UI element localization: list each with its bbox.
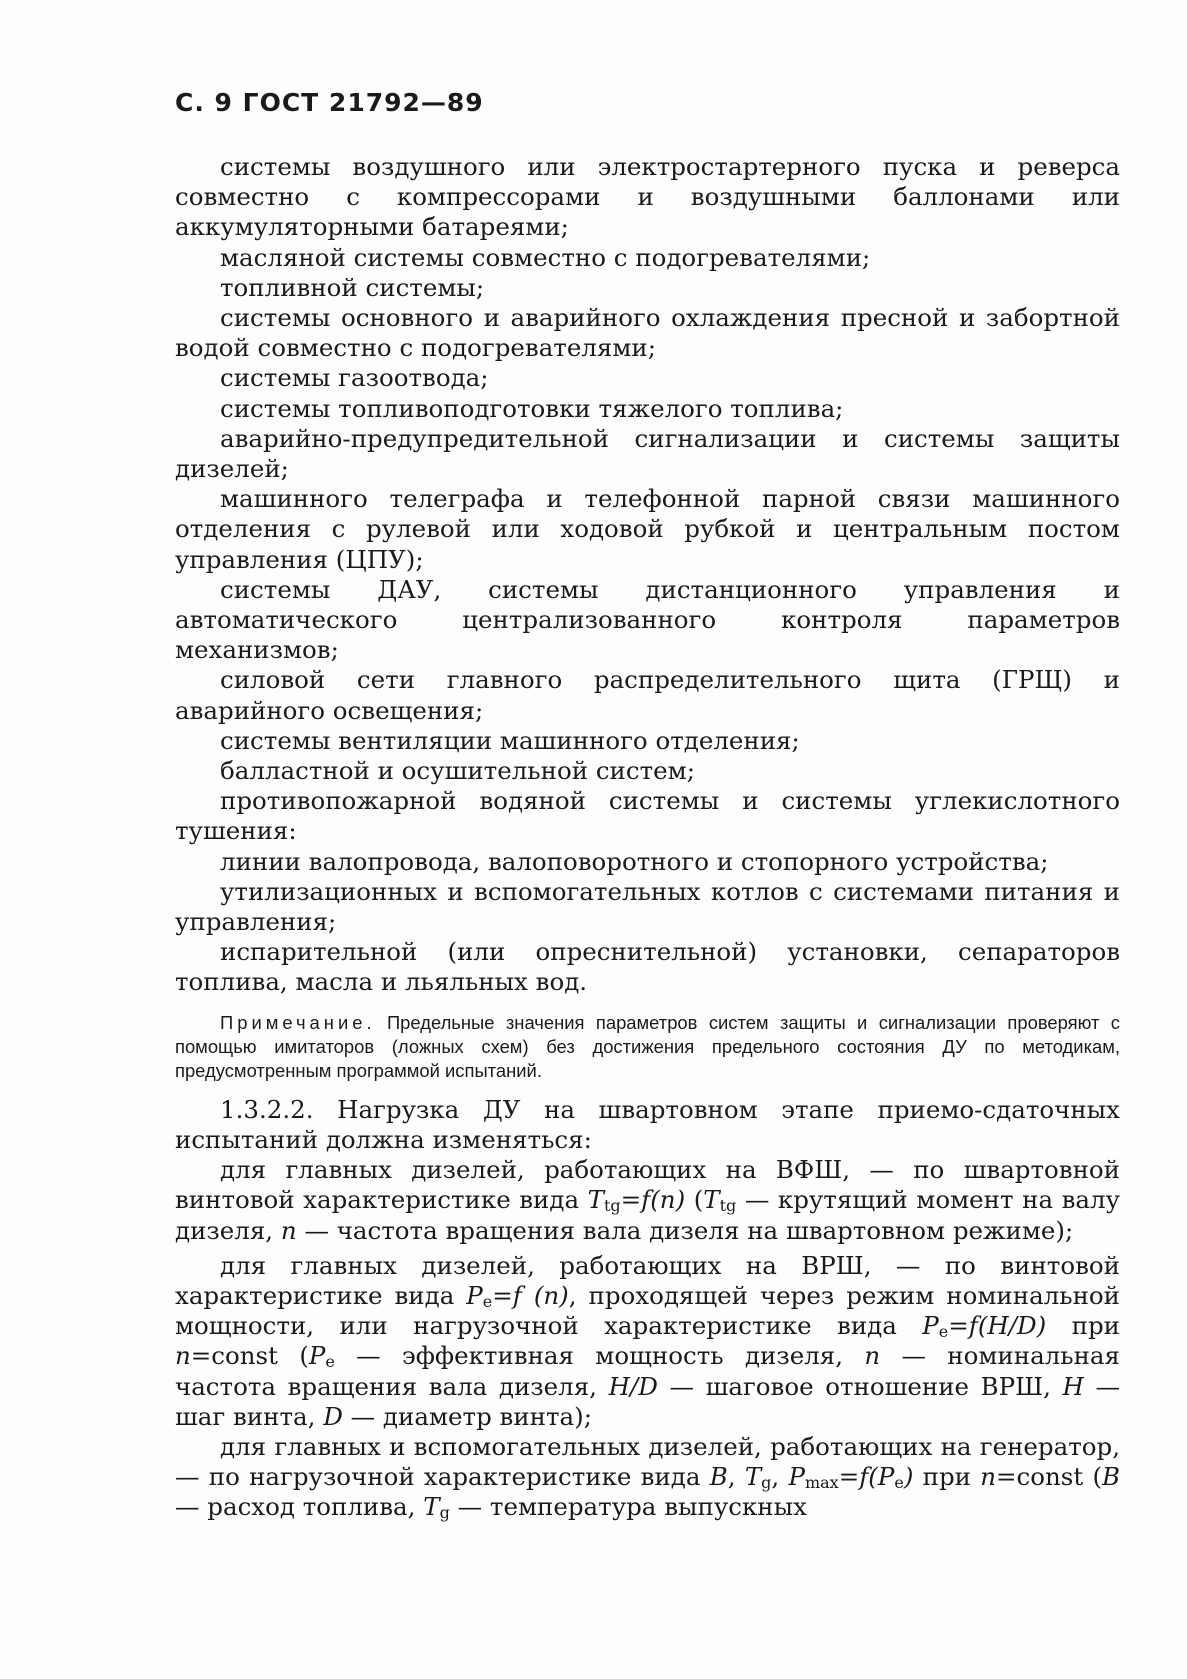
text-run: — эффективная мощность дизеля, <box>334 1341 865 1371</box>
symbol-torque: T <box>703 1185 720 1215</box>
subscript: tg <box>603 1196 621 1216</box>
symbol-diameter: D <box>323 1401 343 1431</box>
list-item: топливной системы; <box>220 272 485 302</box>
clause-1-3-2-2: 1.3.2.2. Нагрузка ДУ на швартовном этапе приемо-сдаточных испытаний должна изменяться: <box>175 1094 1120 1154</box>
list-item: системы ДАУ, системы дистанционного управления и автоматического централизованного контроля параметров механизмов; <box>175 574 1120 665</box>
list-item: противопожарной водяной системы и системы углекислотного тушения: <box>175 786 1120 846</box>
paragraph-vrsh <box>175 1251 1120 1432</box>
symbol-n: n <box>864 1341 881 1371</box>
note-label: Примечание. <box>220 1011 376 1033</box>
list-item: испарительной (или опреснительной) установки, сепараторов топлива, масла и льяльных вод. <box>175 937 1120 997</box>
paragraph-vfsh <box>175 1155 1120 1246</box>
text-run: — температура выпускных <box>449 1492 807 1522</box>
formula: =f(n) <box>620 1185 686 1215</box>
text-run: , <box>771 1462 789 1492</box>
text-run: , <box>727 1462 745 1492</box>
subscript: tg <box>719 1196 737 1216</box>
symbol-pressure: P <box>788 1462 805 1492</box>
symbol-pitch: H <box>1062 1371 1084 1401</box>
symbol-temperature: T <box>423 1492 440 1522</box>
text-run: — шаг винта, <box>175 1371 1120 1431</box>
list-item: системы основного и аварийного охлаждения пресной и забортной водой совместно с подогревателями; <box>175 303 1120 363</box>
list-item: системы топливоподготовки тяжелого топлива; <box>220 393 844 423</box>
subscript: e <box>938 1322 949 1342</box>
symbol-fuel-consumption: B <box>709 1462 728 1492</box>
text-run: =const ( <box>996 1462 1103 1492</box>
list-item: системы вентиляции машинного отделения; <box>220 725 800 755</box>
subscript: g <box>761 1473 772 1493</box>
text-run: — крутящий момент на валу дизеля, <box>175 1185 1120 1245</box>
text-run: для главных дизелей, работающих на ВРШ, — по винтовой характеристике вида <box>175 1250 1120 1310</box>
list-item: линии валопровода, валоповоротного и стопорного устройства; <box>220 846 1049 876</box>
text-run: для главных и вспомогательных дизелей, работающих на генератор, — по нагрузочной характеристике вида <box>175 1431 1120 1492</box>
list-item: машинного телеграфа и телефонной парной связи машинного отделения с рулевой или ходовой рубкой и центральным постом управления (ЦПУ); <box>175 484 1120 574</box>
text-run: ( <box>685 1185 704 1215</box>
symbol-power: P <box>466 1280 483 1310</box>
subscript: max <box>804 1473 839 1493</box>
symbol-power: P <box>922 1311 939 1341</box>
formula: =f( <box>838 1462 878 1492</box>
text-run: , проходящей через режим номинальной мощности, или нагрузочной характеристике вида <box>175 1280 1121 1341</box>
subscript: e <box>325 1352 335 1372</box>
symbol-power: P <box>308 1341 326 1371</box>
text-run: — частота вращения вала дизеля на швартовном режиме); <box>296 1215 1074 1245</box>
symbol-temperature: T <box>744 1462 762 1492</box>
symbol-n: n <box>980 1462 996 1492</box>
list-item: аварийно-предупредительной сигнализации и системы защиты дизелей; <box>175 423 1120 484</box>
text-run: для главных дизелей, работающих на ВФШ, — по швартовной винтовой характеристике вида <box>175 1155 1120 1215</box>
text-run: — расход топлива, <box>175 1492 424 1522</box>
symbol-fuel-consumption: B <box>1102 1462 1121 1492</box>
list-item: системы воздушного или электростартерного пуска и реверса совместно с компрессорами и воздушными баллонами или аккумуляторными батареями; <box>175 152 1120 242</box>
symbol-n: n <box>280 1215 297 1245</box>
list-item: утилизационных и вспомогательных котлов с системами питания и управления; <box>175 876 1120 937</box>
note <box>175 1011 1120 1083</box>
list-item: масляной системы совместно с подогревателями; <box>220 242 871 272</box>
note-text: Предельные значения параметров систем защиты и сигнализации проверяют с помощью имитаторов (ложных схем) без достижения предельного состояния ДУ по методикам, предусмотренным программой испытаний. <box>175 1011 1120 1081</box>
formula: =f(H/D) <box>948 1311 1047 1341</box>
list-item: силовой сети главного распределительного щита (ГРЩ) и аварийного освещения; <box>175 665 1120 725</box>
text-run: — диаметр винта); <box>342 1401 592 1431</box>
paragraph-generator <box>175 1432 1120 1523</box>
list-item: системы газоотвода; <box>220 363 489 393</box>
subscript: e <box>894 1473 904 1493</box>
text-run: =const ( <box>190 1341 309 1371</box>
document-body <box>175 152 1120 1523</box>
page-header: С. 9 ГОСТ 21792—89 <box>175 88 484 117</box>
text-run: — номинальная частота вращения вала дизеля, <box>175 1341 1120 1401</box>
text-run: — шаговое отношение ВРШ, <box>657 1371 1063 1401</box>
formula: =f (n) <box>492 1280 569 1310</box>
formula: ) <box>903 1462 914 1492</box>
symbol-pitch-ratio: H/D <box>608 1371 658 1401</box>
subscript: g <box>439 1503 450 1523</box>
subscript: e <box>482 1291 493 1311</box>
text-run: при <box>1046 1311 1120 1341</box>
symbol-torque: T <box>587 1185 604 1215</box>
symbol-n: n <box>175 1341 191 1371</box>
text-run: при <box>913 1462 981 1492</box>
list-item: балластной и осушительной систем; <box>220 756 695 786</box>
symbol-power: P <box>877 1462 895 1492</box>
